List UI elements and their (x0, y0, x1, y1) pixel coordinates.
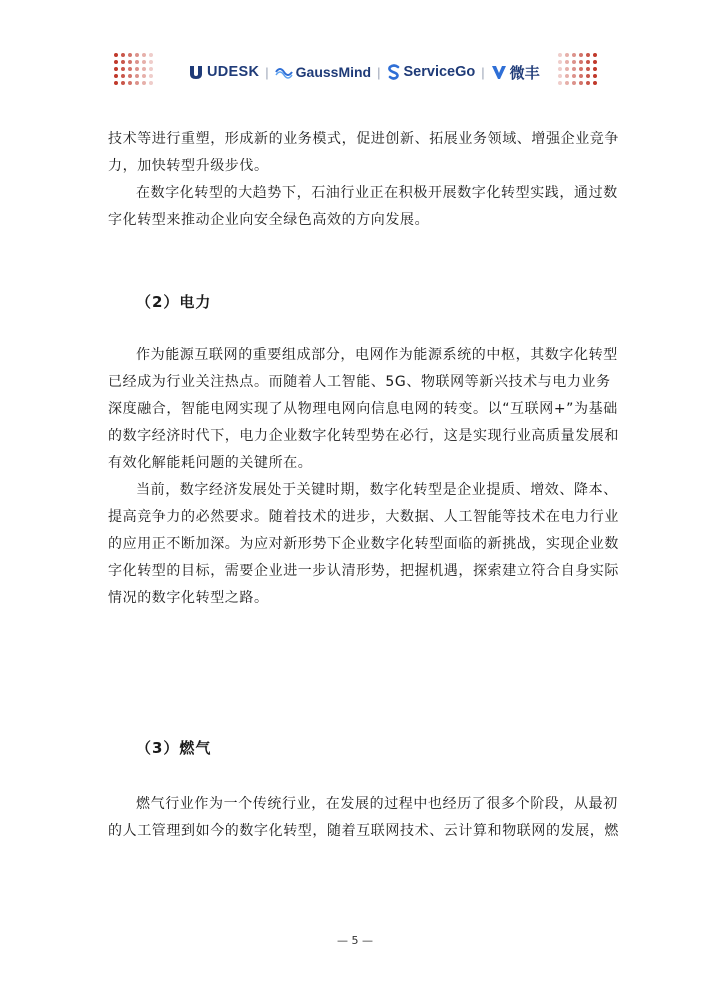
paragraph-line: 提高竞争力的必然要求。随着技术的进步，大数据、人工智能等技术在电力行业 (108, 509, 619, 525)
decorative-dot (558, 67, 562, 71)
decorative-dot (579, 67, 583, 71)
paragraph-line: 有效化解能耗问题的关键所在。 (108, 455, 313, 471)
decorative-dot (121, 67, 125, 71)
decorative-dot (149, 74, 153, 78)
decorative-dot (565, 81, 569, 85)
decorative-dot (135, 67, 139, 71)
udesk-logo-text: UDESK (207, 64, 260, 80)
decorative-dot (142, 81, 146, 85)
paragraph-line: 作为能源互联网的重要组成部分，电网作为能源系统的中枢，其数字化转型 (136, 347, 618, 363)
decorative-dot (558, 74, 562, 78)
decorative-dot (135, 74, 139, 78)
paragraph-line: 字化转型来推动企业向安全绿色高效的方向发展。 (108, 212, 430, 228)
decorative-dot (128, 60, 132, 64)
logo-separator: | (481, 64, 485, 80)
decorative-dot (142, 74, 146, 78)
decorative-dot (149, 67, 153, 71)
decorative-dot (572, 60, 576, 64)
gaussmind-logo-text: GaussMind (295, 64, 372, 80)
decorative-dot (586, 81, 590, 85)
decorative-dot (579, 81, 583, 85)
decorative-dot (565, 53, 569, 57)
partner-logos (188, 60, 538, 84)
decorative-dot (121, 74, 125, 78)
section-heading-electricity: （2）电力 (136, 293, 212, 311)
decorative-dot (114, 81, 118, 85)
decorative-dot (586, 74, 590, 78)
decorative-dot (114, 74, 118, 78)
decorative-dot (572, 67, 576, 71)
gaussmind-logo (275, 64, 371, 80)
decorative-dot (565, 60, 569, 64)
decorative-dot (593, 74, 597, 78)
decorative-dot (135, 60, 139, 64)
paragraph-line: 燃气行业作为一个传统行业，在发展的过程中也经历了很多个阶段，从最初 (136, 796, 618, 812)
body-text (108, 791, 619, 845)
logo-separator: | (265, 64, 269, 80)
decorative-dot (142, 53, 146, 57)
decorative-dot (579, 53, 583, 57)
logo-separator: | (377, 64, 381, 80)
decorative-dot (593, 67, 597, 71)
page-header (0, 52, 710, 92)
weifeng-logo-text: 微丰 (509, 64, 540, 82)
servicego-mark-icon (387, 64, 401, 80)
decorative-dot (579, 60, 583, 64)
decorative-dot (121, 81, 125, 85)
udesk-logo (188, 64, 259, 80)
decorative-dot (135, 53, 139, 57)
section-heading-gas: （3）燃气 (136, 739, 212, 757)
paragraph-line: 深度融合，智能电网实现了从物理电网向信息电网的转变。以“互联网+”为基础 (108, 401, 618, 417)
decorative-dot (128, 53, 132, 57)
page-number: — 5 — (337, 934, 373, 947)
decorative-dot (586, 60, 590, 64)
body-text (108, 342, 619, 612)
decorative-dot (593, 60, 597, 64)
decorative-dot (128, 74, 132, 78)
body-text (108, 126, 619, 234)
decorative-dot (149, 81, 153, 85)
decorative-dot (114, 67, 118, 71)
paragraph-line: 情况的数字化转型之路。 (108, 590, 269, 606)
decorative-dot (121, 53, 125, 57)
decorative-dot (114, 53, 118, 57)
decorative-dot (565, 67, 569, 71)
weifeng-logo (491, 62, 540, 83)
paragraph-line: 字化转型的目标，需要企业进一步认清形势，把握机遇，探索建立符合自身实际 (108, 563, 619, 579)
decorative-dot-grid-right (556, 52, 600, 86)
paragraph-line: 在数字化转型的大趋势下，石油行业正在积极开展数字化转型实践，通过数 (136, 185, 618, 201)
decorative-dot (593, 81, 597, 85)
decorative-dot (572, 81, 576, 85)
servicego-logo-text: ServiceGo (403, 64, 476, 80)
decorative-dot (572, 74, 576, 78)
paragraph-line: 的人工管理到如今的数字化转型，随着互联网技术、云计算和物联网的发展，燃 (108, 823, 619, 839)
paragraph-line: 当前，数字经济发展处于关键时期，数字化转型是企业提质、增效、降本、 (136, 482, 618, 498)
decorative-dot (558, 53, 562, 57)
decorative-dot (558, 81, 562, 85)
gaussmind-mark-icon (275, 65, 293, 79)
decorative-dot (121, 60, 125, 64)
decorative-dot (593, 53, 597, 57)
decorative-dot (586, 67, 590, 71)
decorative-dot (572, 53, 576, 57)
decorative-dot (149, 60, 153, 64)
paragraph-line: 力，加快转型升级步伐。 (108, 158, 269, 174)
decorative-dot-grid-left (112, 52, 156, 86)
servicego-logo (387, 64, 476, 80)
decorative-dot (114, 60, 118, 64)
decorative-dot (135, 81, 139, 85)
paragraph-line: 技术等进行重塑，形成新的业务模式，促进创新、拓展业务领域、增强企业竞争 (108, 131, 619, 147)
paragraph-line: 已经成为行业关注热点。而随着人工智能、5G、物联网等新兴技术与电力业务 (108, 374, 611, 390)
decorative-dot (149, 53, 153, 57)
decorative-dot (128, 67, 132, 71)
decorative-dot (565, 74, 569, 78)
weifeng-mark-icon (491, 64, 507, 80)
decorative-dot (579, 74, 583, 78)
paragraph-line: 的应用正不断加深。为应对新形势下企业数字化转型面临的新挑战，实现企业数 (108, 536, 619, 552)
decorative-dot (558, 60, 562, 64)
paragraph-line: 的数字经济时代下，电力企业数字化转型势在必行，这是实现行业高质量发展和 (108, 428, 619, 444)
decorative-dot (128, 81, 132, 85)
decorative-dot (142, 60, 146, 64)
udesk-mark-icon (188, 64, 204, 80)
decorative-dot (586, 53, 590, 57)
decorative-dot (142, 67, 146, 71)
